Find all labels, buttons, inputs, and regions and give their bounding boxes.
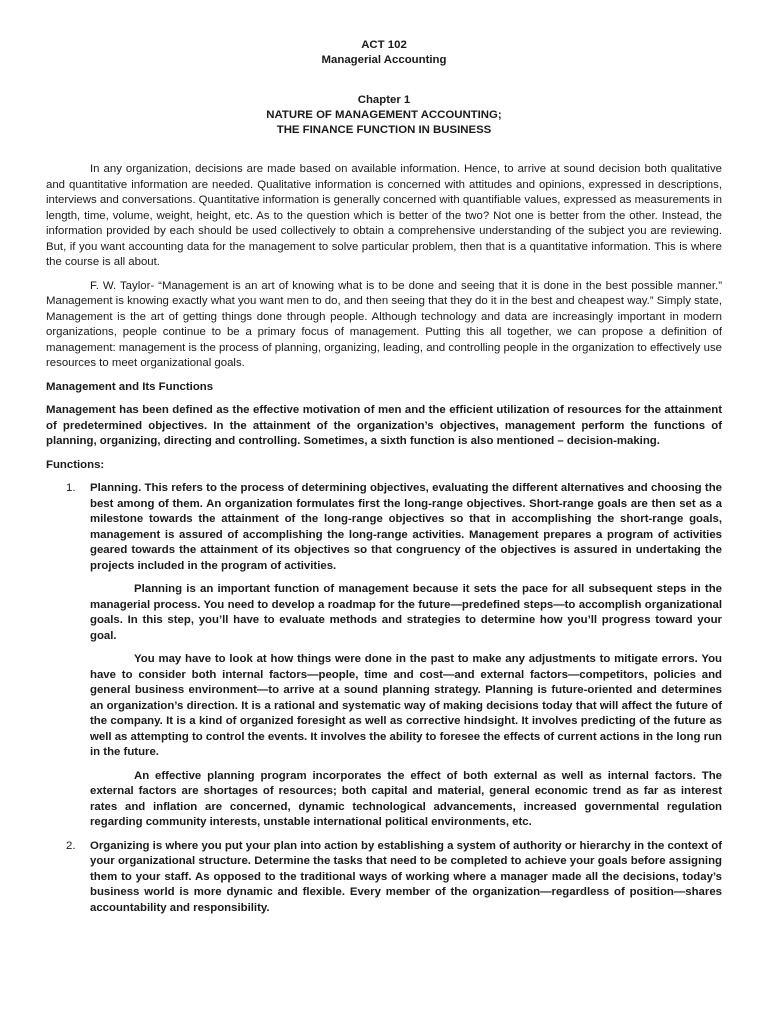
- course-title: Managerial Accounting: [321, 54, 447, 66]
- section-heading: Management and Its Functions: [46, 380, 214, 393]
- function-text: is where you put your plan into action by establishing a system of authority or hierarchy in the context of your organizational structure. Determine the tasks that need to be completed to achieve your goals before assigning them to your staff. As opposed to the traditional ways of working where a manager made all the decisions, today’s business world is more dynamic and flexible. Every member of the organization—regardless of position—shares accountability and responsibility.: [90, 839, 722, 914]
- document-body: [46, 162, 722, 916]
- taylor-paragraph: F. W. Taylor- “Management is an art of knowing what is to be done and seeing that it is done in the best possible manner.” Management is knowing exactly what you want men to do, and then seeing that they do it in the best and cheapest way.” Simply state, Management is the art of getting things done through people. Although technology and data are increasingly important in modern organizations, people continue to be a primary focus of management. Putting this all together, we can propose a definition of management: management is the process of planning, organizing, leading, and controlling people in the organization to effectively use resources to meet organizational goals.: [46, 279, 722, 369]
- function-text: This refers to the process of determining objectives, evaluating the different alternatives and choosing the best among of them. An organization formulates first the long-range objectives. Short-range goals are then set as a milestone towards the attainment of the long-range objectives so that in accomplishing the short-range goals, management is assured of accomplishing the long-range activities. Management prepares a program of activities geared towards the attainment of its objectives so that congruency of the objectives is assured in undertaking the projects included in the program of activities.: [90, 482, 722, 572]
- list-number: 2.: [66, 839, 76, 852]
- chapter-label: Chapter 1: [357, 94, 411, 106]
- function-term: Planning.: [90, 482, 142, 494]
- list-item: [90, 582, 722, 831]
- functions-heading: Functions:: [46, 458, 105, 471]
- chapter-title-line2: THE FINANCE FUNCTION IN BUSINESS: [276, 124, 492, 136]
- chapter-title-line1: NATURE OF MANAGEMENT ACCOUNTING;: [266, 109, 502, 121]
- document-header: [46, 38, 722, 138]
- planning-sub-paragraph: You may have to look at how things were done in the past to make any adjustments to mitigate errors. You have to consider both internal factors—people, time and cost—and external factors—competitors, policies and general business environment—to arrive at a sound planning strategy. Planning is future-oriented and determines an organization’s direction. It is a rational and systematic way of making decisions today that will affect the future of the company. It is a kind of organized foresight as well as corrective hindsight. It involves predicting of the future as well as attempting to control the events. It involves the ability to foresee the effects of current actions in the long run in the future.: [90, 653, 722, 758]
- list-item: [66, 839, 722, 917]
- planning-sub-paragraph: An effective planning program incorporates the effect of both external as well as internal factors. The external factors are shortages of resources; both capital and material, general economic trend as far as interest rates and inflation are concerned, dynamic technological advancements, increased governmental regulation regarding community interests, unstable international political environments, etc.: [90, 769, 722, 828]
- function-term: Organizing: [90, 839, 150, 852]
- management-definition: Management has been defined as the effective motivation of men and the efficient utilization of resources for the attainment of predetermined objectives. In the attainment of the organization’s objectives, management perform the functions of planning, organizing, directing and controlling. Sometimes, a sixth function is also mentioned – decision-making.: [46, 404, 722, 447]
- intro-paragraph: In any organization, decisions are made based on available information. Hence, to arrive at sound decision both qualitative and quantitative information are needed. Qualitative information is concerned with attitudes and opinions, expressed in descriptions, interviews and conversations. Quantitative information is generally concerned with quantifiable values, expressed as measurements in length, time, volume, weight, height, etc. As to the question which is better of the two? Not one is better from the other. Instead, the information provided by each should be used collectively to obtain a comprehensive understanding of the subject you are reviewing. But, if you want accounting data for the management to solve particular problem, then that is a quantitative information. This is where the course is all about.: [46, 163, 722, 268]
- functions-list: [46, 481, 722, 916]
- list-number: 1.: [66, 482, 76, 494]
- planning-sub-paragraph: Planning is an important function of management because it sets the pace for all subsequent steps in the managerial process. You need to develop a roadmap for the future—predefined steps—to accomplish organizational goals. In this step, you’ll have to evaluate methods and strategies to determine how you’ll progress toward your goal.: [90, 583, 722, 642]
- course-code: ACT 102: [361, 39, 407, 51]
- function-organizing: [90, 839, 722, 917]
- function-planning: [90, 481, 722, 574]
- list-item: [66, 481, 722, 574]
